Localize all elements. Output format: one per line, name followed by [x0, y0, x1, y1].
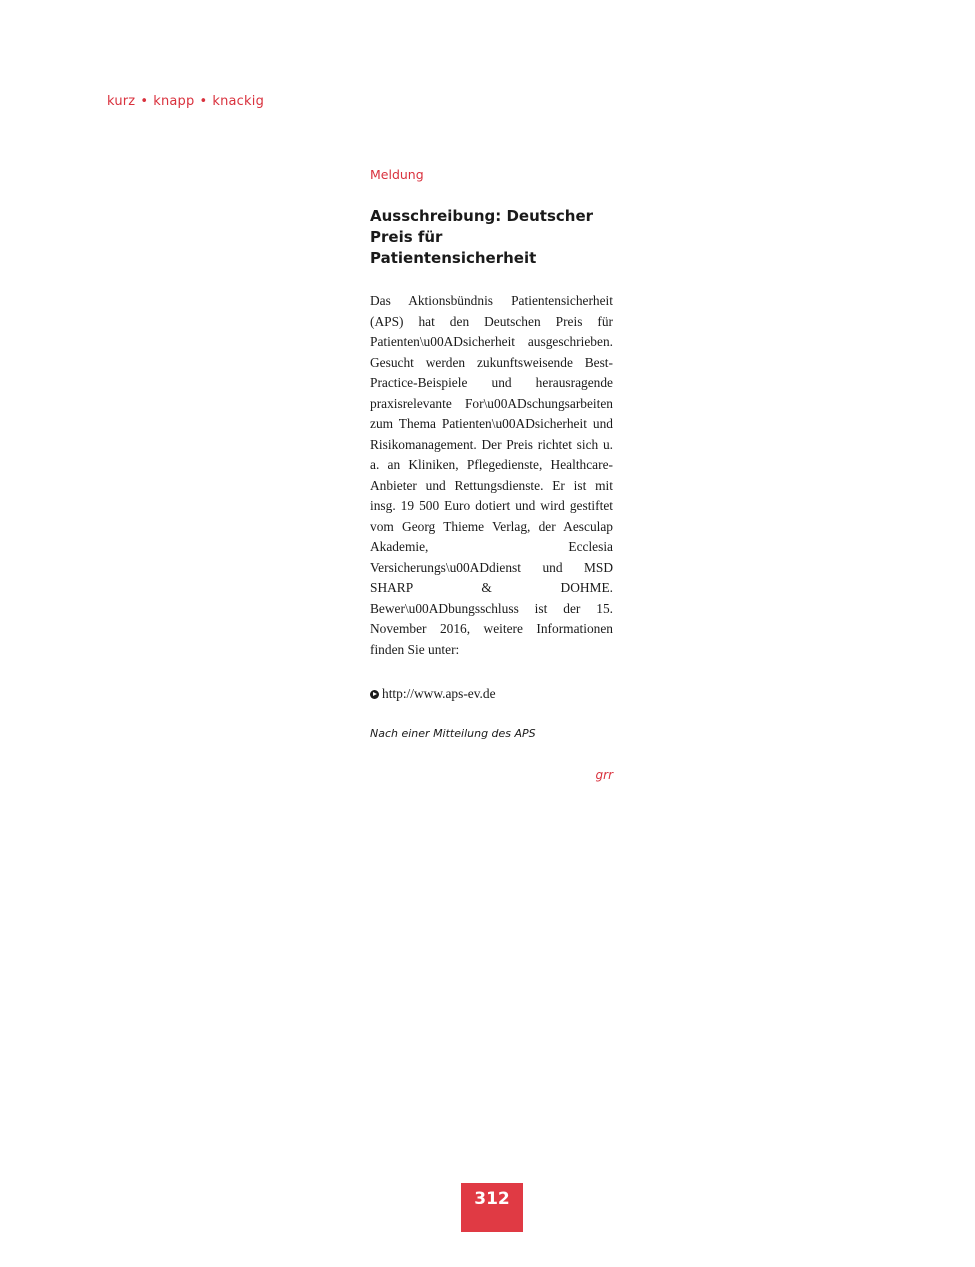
article-headline: Ausschreibung: Deutscher Preis für Patientensicherheit	[370, 207, 594, 267]
running-head-separator: •	[199, 94, 208, 109]
running-head-part-2: knapp	[153, 94, 195, 109]
article-column	[370, 166, 613, 783]
running-head-part-1: kurz	[107, 94, 136, 109]
article-link[interactable]: http://www.aps-ev.de	[382, 686, 496, 701]
article-kicker: Meldung	[370, 167, 424, 182]
article-body: Das Aktionsbündnis Patientensicherheit (APS) hat den Deutschen Preis für Patienten\u00ADsicherheit ausgeschrieben. Gesucht werden zukunftsweisende Best-Practice-Beispiele und herausragende praxisrelevante For\u00ADschungsarbeiten zum Thema Patienten\u00ADsicherheit und Risikomanagement. Der Preis richtet sich u. a. an Kliniken, Pflegedienste, Healthcare-Anbieter und Rettungsdienste. Er ist mit insg. 19 500 Euro dotiert und wird gestiftet vom Georg Thieme Verlag, der Aesculap Akademie, Ecclesia Versicherungs\u00ADdienst und MSD SHARP & DOHME. Bewer\u00ADbungsschluss ist der 15. November 2016, weitere Informationen finden Sie unter:	[370, 293, 613, 657]
running-head-part-3: knackig	[212, 94, 265, 109]
author-initials: grr	[595, 768, 613, 782]
page-number: 312	[461, 1183, 523, 1232]
source-note: Nach einer Mitteilung des APS	[370, 727, 536, 740]
article-link-row	[370, 684, 613, 704]
running-head	[107, 94, 264, 109]
running-head-separator: •	[140, 94, 149, 109]
arrow-circle-icon	[370, 690, 379, 699]
